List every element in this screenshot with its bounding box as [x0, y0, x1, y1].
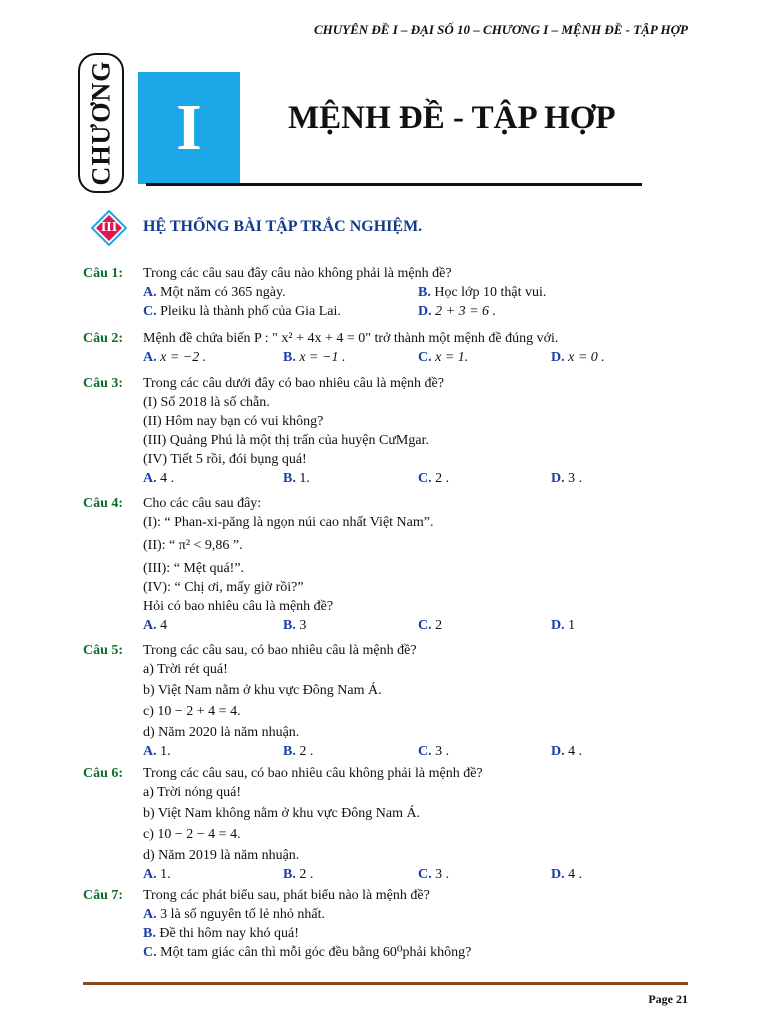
option-c: C. 2 .: [418, 471, 450, 486]
question-label: Câu 3:: [83, 376, 124, 391]
option-a: A. 1.: [143, 744, 171, 759]
footer-rule: [83, 982, 688, 985]
question-3: [83, 374, 703, 488]
option-row: [143, 348, 703, 367]
question-text: Trong các câu sau, có bao nhiêu câu không phải là mệnh đề?: [143, 766, 483, 781]
statement-line: (II): “ π² < 9,86 ”.: [143, 538, 243, 553]
question-text: Trong các câu sau đây câu nào không phải là mệnh đề?: [143, 266, 452, 281]
question-7: [83, 886, 703, 962]
option-c: C. 3 .: [418, 867, 450, 882]
running-header: CHUYÊN ĐỀ I – ĐẠI SỐ 10 – CHƯƠNG I – MỆNH ĐỀ - TẬP HỢP: [314, 22, 688, 37]
option-row: [143, 865, 703, 884]
option-b: B. Học lớp 10 thật vui.: [418, 285, 547, 300]
question-6: [83, 764, 703, 884]
statement-line: (II) Hôm nay bạn có vui không?: [143, 414, 324, 429]
statement-line: (I) Số 2018 là số chẵn.: [143, 395, 270, 410]
option-a: A. Một năm có 365 ngày.: [143, 285, 286, 300]
statement-line: d) Năm 2020 là năm nhuận.: [143, 725, 300, 740]
statement-line: b) Việt Nam nằm ở khu vực Đông Nam Á.: [143, 683, 382, 698]
question-label: Câu 2:: [83, 331, 124, 346]
statement-line: c) 10 − 2 + 4 = 4.: [143, 704, 241, 719]
question-prompt: Hỏi có bao nhiêu câu là mệnh đề?: [143, 599, 334, 614]
statement-line: b) Việt Nam không nằm ở khu vực Đông Nam Á.: [143, 806, 421, 821]
option-c: C. Một tam giác cân thì mỗi góc đều bằng 60⁰phải không?: [143, 945, 472, 960]
statement-line: (IV) Tiết 5 rồi, đói bụng quá!: [143, 452, 307, 467]
question-2: [83, 329, 703, 367]
option-b: B. 2 .: [283, 744, 314, 759]
option-d: D. x = 0 .: [551, 350, 605, 365]
option-b: B. 2 .: [283, 867, 314, 882]
statement-line: d) Năm 2019 là năm nhuận.: [143, 848, 300, 863]
option-d: D. 4 .: [551, 744, 583, 759]
chapter-title: MỆNH ĐỀ - TẬP HỢP: [288, 100, 616, 136]
option-d: D. 3 .: [551, 471, 583, 486]
option-row: [143, 616, 703, 635]
question-4: [83, 494, 703, 635]
chapter-tab-label: CHƯƠNG: [86, 60, 116, 186]
chapter-tab: [78, 53, 124, 193]
option-c: C. Pleiku là thành phố của Gia Lai.: [143, 304, 341, 319]
page-number: Page 21: [648, 992, 688, 1006]
statement-line: (I): “ Phan-xi-păng là ngọn núi cao nhất Việt Nam”.: [143, 515, 434, 530]
chapter-title-rule: [146, 183, 642, 186]
option-row: [143, 302, 703, 321]
statement-line: c) 10 − 2 − 4 = 4.: [143, 827, 241, 842]
option-a: A. x = −2 .: [143, 350, 207, 365]
question-text: Cho các câu sau đây:: [143, 496, 262, 511]
statement-line: (III): “ Mệt quá!”.: [143, 561, 245, 576]
statement-line: (IV): “ Chị ơi, mấy giờ rồi?”: [143, 580, 304, 595]
option-row: [143, 742, 703, 761]
question-text: Trong các câu sau, có bao nhiêu câu là mệnh đề?: [143, 643, 417, 658]
option-c: C. 2: [418, 618, 443, 633]
option-row: [143, 469, 703, 488]
option-d: D. 2 + 3 = 6 .: [418, 304, 497, 319]
option-c: C. 3 .: [418, 744, 450, 759]
chapter-number-box: I: [138, 72, 240, 184]
question-label: Câu 6:: [83, 766, 124, 781]
option-d: D. 1: [551, 618, 576, 633]
statement-line: a) Trời rét quá!: [143, 662, 228, 677]
option-a: A. 1.: [143, 867, 171, 882]
section-title: HỆ THỐNG BÀI TẬP TRẮC NGHIỆM.: [143, 218, 423, 235]
question-label: Câu 1:: [83, 266, 124, 281]
option-a: A. 4: [143, 618, 168, 633]
question-1: [83, 264, 703, 321]
statement-line: (III) Quảng Phú là một thị trấn của huyện CưMgar.: [143, 433, 429, 448]
section-badge: [83, 210, 135, 246]
option-a: A. 4 .: [143, 471, 175, 486]
option-b: B. 1.: [283, 471, 310, 486]
option-a: A. 3 là số nguyên tố lẻ nhỏ nhất.: [143, 907, 325, 922]
question-text: Trong các phát biểu sau, phát biểu nào là mệnh đề?: [143, 888, 430, 903]
question-label: Câu 4:: [83, 496, 124, 511]
section-number: III: [100, 220, 118, 235]
option-row: [143, 283, 703, 302]
option-b: B. x = −1 .: [283, 350, 346, 365]
question-text: Trong các câu dưới đây có bao nhiêu câu là mệnh đề?: [143, 376, 444, 391]
option-d: D. 4 .: [551, 867, 583, 882]
option-c: C. x = 1.: [418, 350, 469, 365]
option-b: B. Đề thi hôm nay khó quá!: [143, 926, 299, 941]
question-label: Câu 5:: [83, 643, 124, 658]
question-5: [83, 641, 703, 761]
statement-line: a) Trời nóng quá!: [143, 785, 242, 800]
option-b: B. 3: [283, 618, 307, 633]
question-text: Mệnh đề chứa biến P : " x² + 4x + 4 = 0" trở thành một mệnh đề đúng với.: [143, 331, 559, 346]
question-label: Câu 7:: [83, 888, 124, 903]
